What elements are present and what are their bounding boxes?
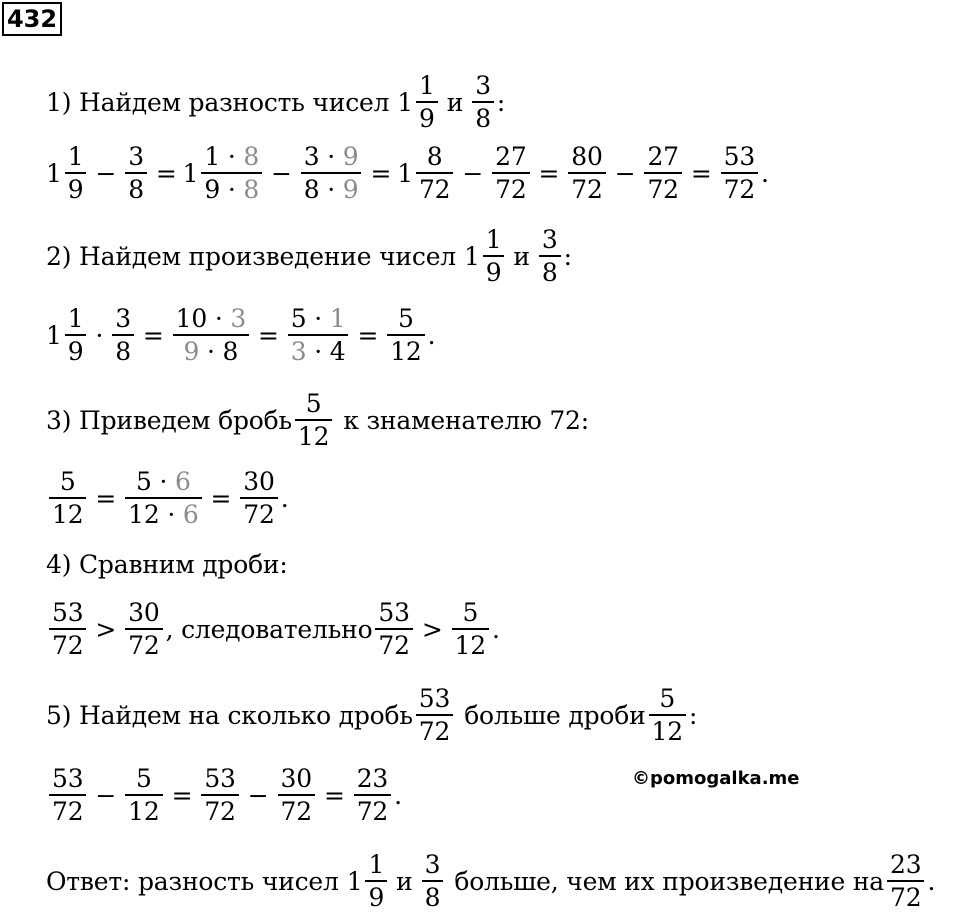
numerator: 3 (475, 71, 491, 100)
numerator: 3 (541, 225, 558, 254)
denominator: 72 (278, 794, 315, 824)
numerator: 27 (495, 142, 527, 171)
numerator: 30 (243, 467, 275, 496)
math-text: 8 (243, 142, 260, 171)
fraction (49, 600, 86, 658)
fraction (387, 306, 424, 364)
numerator: 23 (356, 764, 389, 793)
operator: = (142, 320, 164, 350)
fraction-1-9 (416, 73, 438, 131)
operator: и (396, 866, 413, 896)
math-text: 1 · (204, 142, 244, 171)
numerator: 80 (571, 142, 603, 171)
denominator: 12 (452, 628, 489, 658)
numerator: 53 (204, 764, 236, 793)
denominator (173, 334, 249, 364)
step-1-text (46, 72, 505, 132)
math-text: 5) Найдем на сколько дробь (46, 700, 413, 730)
math-text: 3 · (303, 142, 343, 171)
math-text: : (563, 241, 572, 271)
fraction (568, 144, 605, 202)
denominator: 72 (49, 794, 86, 824)
math-text: 6 (174, 467, 191, 496)
denominator: 8 (539, 255, 561, 285)
numerator: 3 (115, 304, 131, 333)
denominator: 72 (125, 628, 162, 658)
math-text: больше, чем их произведение на (454, 866, 885, 896)
numerator: 5 (136, 764, 152, 793)
math-text: 1 (46, 158, 62, 188)
step-3-equation (46, 468, 288, 528)
math-text: 3 (230, 304, 247, 333)
denominator: 12 (125, 794, 162, 824)
math-text: . (492, 614, 500, 644)
mixed-whole: 1 (397, 87, 413, 117)
fraction (201, 144, 262, 202)
math-text: , следовательно (165, 614, 373, 644)
denominator: 8 (472, 101, 494, 131)
denominator: 72 (416, 172, 453, 202)
denominator: 72 (887, 880, 924, 910)
fraction (173, 306, 249, 364)
fraction (301, 144, 362, 202)
denominator: 12 (295, 419, 332, 449)
problem-number: 432 (2, 2, 62, 36)
math-text: 1 (46, 320, 62, 350)
operator: = (155, 158, 177, 188)
denominator: 72 (644, 172, 681, 202)
fraction (125, 144, 147, 202)
math-text: 9 · (204, 175, 244, 204)
denominator: 72 (492, 172, 529, 202)
fraction (125, 600, 162, 658)
math-text: 8 (243, 175, 260, 204)
math-text: Ответ: разность чисел (46, 866, 339, 896)
step-5-equation (46, 765, 402, 825)
operator: > (95, 614, 117, 644)
fraction (452, 600, 489, 658)
denominator: 72 (240, 497, 277, 527)
denominator: 72 (568, 172, 605, 202)
denominator: 9 (483, 255, 505, 285)
math-text: · 4 (306, 337, 346, 366)
fraction (422, 852, 444, 910)
math-text: 8 · (303, 175, 343, 204)
math-text: . (280, 483, 289, 513)
fraction (288, 306, 349, 364)
denominator: 8 (422, 880, 444, 910)
denominator: 9 (416, 101, 438, 131)
numerator (301, 144, 362, 172)
numerator: 1 (485, 225, 502, 254)
watermark: ©pomogalka.me (632, 768, 800, 789)
denominator: 8 (125, 172, 147, 202)
denominator: 72 (721, 172, 758, 202)
fraction (125, 766, 162, 824)
fraction-3-8 (472, 73, 494, 131)
numerator: 30 (128, 598, 160, 627)
numerator: 5 (659, 684, 676, 713)
numerator: 1 (419, 71, 435, 100)
math-text: 1 (329, 304, 346, 333)
math-text: 5 · (136, 467, 175, 496)
operator: = (323, 780, 345, 810)
denominator: 72 (49, 628, 86, 658)
step-5-text (46, 685, 697, 745)
numerator (288, 306, 349, 334)
operator: = (258, 320, 279, 350)
fraction (201, 766, 238, 824)
fraction (416, 144, 453, 202)
fraction (278, 766, 315, 824)
denominator: 72 (375, 628, 412, 658)
operator: − (247, 780, 269, 810)
math-text: 9 (183, 337, 200, 366)
numerator: 5 (462, 598, 479, 627)
math-text: . (761, 158, 769, 188)
numerator: 3 (424, 850, 441, 879)
fraction (644, 144, 681, 202)
operator: = (357, 320, 379, 350)
denominator: 9 (365, 880, 387, 910)
math-text: 1 (182, 158, 199, 188)
fraction (295, 391, 332, 449)
operator: − (95, 158, 117, 188)
numerator: 53 (418, 684, 451, 713)
math-text: . (394, 780, 402, 810)
operator: > (421, 614, 443, 644)
operator: − (614, 158, 636, 188)
numerator (173, 306, 249, 334)
fraction (416, 686, 453, 744)
numerator: 1 (67, 304, 84, 333)
operator: = (210, 483, 232, 513)
step-2-equation (46, 305, 435, 365)
denominator (125, 497, 201, 527)
operator: и (446, 87, 464, 117)
denominator: 8 (112, 334, 134, 364)
step-4-text (46, 536, 288, 592)
math-text: 5 · (290, 304, 330, 333)
math-text: 1 (346, 866, 363, 896)
numerator: 1 (368, 850, 385, 879)
fraction (887, 852, 924, 910)
numerator: 23 (890, 850, 922, 879)
fraction (65, 144, 87, 202)
numerator: 5 (59, 467, 76, 496)
fraction (375, 600, 412, 658)
math-text: 3 (290, 337, 307, 366)
math-text: . (927, 866, 936, 896)
fraction (112, 306, 134, 364)
numerator: 30 (280, 764, 312, 793)
math-text: к знаменателю 72: (343, 405, 589, 435)
denominator: 12 (387, 334, 424, 364)
operator: − (462, 158, 484, 188)
step-4-equation (46, 599, 500, 659)
step-1-label: 1) Найдем разность чисел (46, 87, 390, 117)
numerator (201, 144, 262, 172)
numerator: 1 (67, 142, 84, 171)
denominator: 9 (65, 172, 87, 202)
fraction (492, 144, 529, 202)
math-text: 9 (342, 175, 359, 204)
denominator: 72 (354, 794, 391, 824)
numerator: 3 (128, 142, 144, 171)
fraction (240, 469, 277, 527)
step-1-equation (46, 143, 769, 203)
operator: = (171, 780, 193, 810)
fraction (49, 469, 86, 527)
math-text: 10 · (175, 304, 231, 333)
operator: = (95, 483, 117, 513)
fraction (65, 306, 87, 364)
math-text: 1 (397, 158, 413, 188)
operator: − (271, 158, 292, 188)
operator: · (95, 320, 104, 350)
fraction (49, 766, 86, 824)
fraction (365, 852, 387, 910)
math-text: . (427, 320, 436, 350)
operator: = (690, 158, 712, 188)
fraction (125, 469, 201, 527)
denominator (301, 172, 362, 202)
step-2-text (46, 226, 572, 286)
numerator: 53 (52, 764, 84, 793)
math-text: : (688, 700, 698, 730)
numerator: 5 (305, 389, 322, 418)
math-text: 9 (342, 142, 359, 171)
denominator: 12 (49, 497, 86, 527)
math-text: 12 · (128, 500, 183, 529)
operator: = (370, 158, 392, 188)
fraction (483, 227, 505, 285)
math-text: 4) Сравним дроби: (46, 549, 288, 579)
math-text: 1 (463, 241, 480, 271)
fraction (649, 686, 686, 744)
math-text: 6 (182, 500, 199, 529)
math-text: : (496, 87, 506, 117)
numerator: 27 (647, 142, 679, 171)
numerator (133, 469, 194, 497)
denominator (288, 334, 349, 364)
math-text: больше дроби (464, 700, 646, 730)
math-text: · 8 (199, 337, 239, 366)
math-text: 3) Приведем бробь (46, 405, 292, 435)
denominator: 72 (416, 714, 453, 744)
numerator: 53 (378, 598, 410, 627)
denominator: 12 (649, 714, 686, 744)
operator: − (95, 780, 117, 810)
numerator: 53 (723, 142, 756, 171)
fraction (354, 766, 391, 824)
step-3-text (46, 390, 589, 450)
denominator: 9 (65, 334, 87, 364)
answer-text (46, 851, 935, 911)
denominator: 72 (201, 794, 238, 824)
numerator: 5 (398, 304, 414, 333)
fraction (539, 227, 561, 285)
math-text: 2) Найдем произведение чисел (46, 241, 456, 271)
numerator: 8 (426, 142, 443, 171)
denominator (201, 172, 262, 202)
operator: = (538, 158, 560, 188)
operator: и (513, 241, 530, 271)
fraction (721, 144, 758, 202)
numerator: 53 (52, 598, 84, 627)
